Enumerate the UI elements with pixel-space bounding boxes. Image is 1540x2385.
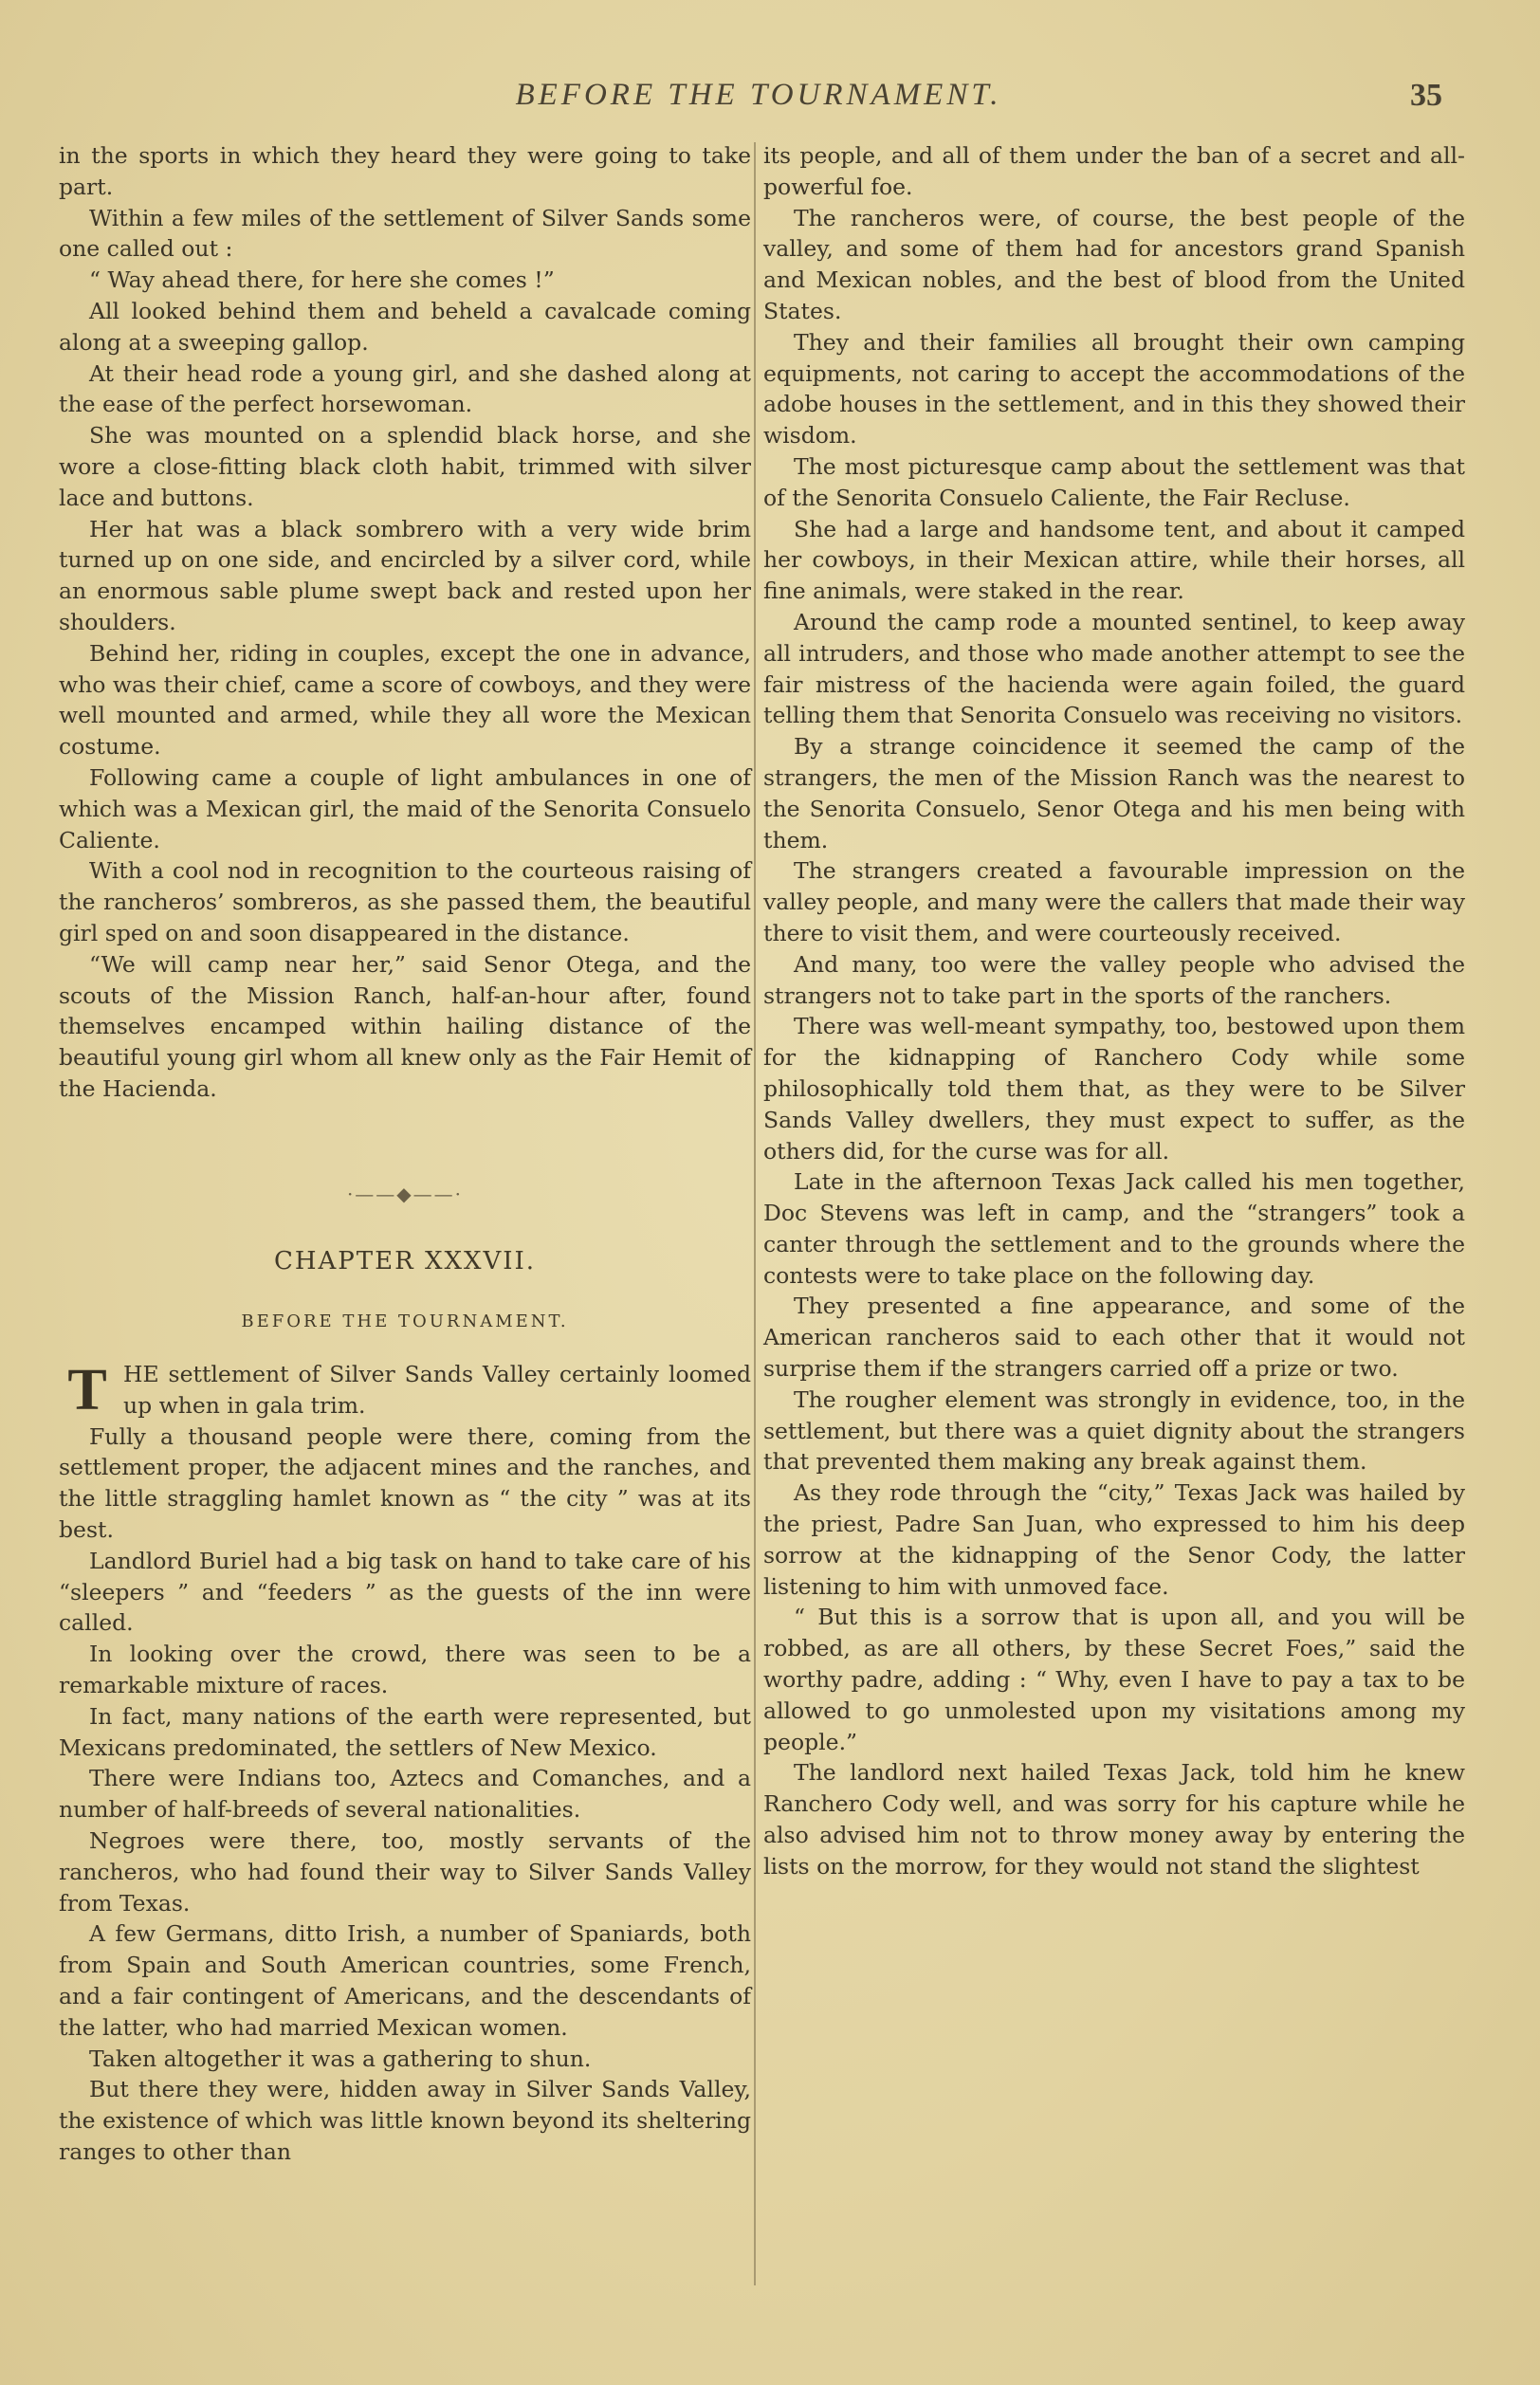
chapter-opening xyxy=(59,1359,751,1422)
column-divider xyxy=(754,142,756,2285)
paragraph: Around the camp rode a mounted sentinel, to keep away all intruders, and those who made another attempt to see the fair mistress of the hacienda were again foiled, the guard telling them that Senorita Consuelo was receiving no visitors. xyxy=(763,608,1465,729)
paragraph: With a cool nod in recognition to the courteous raising of the rancheros’ sombreros, as she passed them, the beautiful girl sped on and soon disappeared in the distance. xyxy=(59,857,751,946)
paragraph: And many, too were the valley people who advised the strangers not to take part in the sports of the ranchers. xyxy=(763,950,1465,1009)
paragraph: Taken altogether it was a gathering to shun. xyxy=(89,2045,592,2072)
paragraph: They and their families all brought their own camping equipments, not caring to accept the accommodations of the adobe houses in the settlement, and in this they showed their wisdom. xyxy=(763,328,1465,449)
paragraph: Landlord Buriel had a big task on hand to take care of his “sleepers ” and “feeders ” as the guests of the inn were called. xyxy=(59,1547,751,1637)
paragraph: Her hat was a black sombrero with a very wide brim turned up on one side, and encircled by a silver cord, while an enormous sable plume swept back and rested upon her shoulders. xyxy=(59,515,751,635)
paragraph: By a strange coincidence it seemed the camp of the strangers, the men of the Mission Ranch was the nearest to the Senorita Consuelo, Senor Otega and his men being with them. xyxy=(763,733,1465,853)
paragraph: “ Way ahead there, for here she comes !” xyxy=(89,266,555,294)
paragraph: In fact, many nations of the earth were represented, but Mexicans predominated, the settlers of New Mexico. xyxy=(59,1702,751,1761)
paragraph: She had a large and handsome tent, and about it camped her cowboys, in their Mexican attire, while their horses, all fine animals, were staked in the rear. xyxy=(763,515,1465,605)
page-number: 35 xyxy=(1410,78,1442,113)
drop-cap: T xyxy=(67,1358,107,1423)
paragraph: “We will camp near her,” said Senor Otega, and the scouts of the Mission Ranch, half-an-hour after, found themselves encamped within hailing distance of the beautiful young girl whom all knew only as the Fair Hemit of the Hacienda. xyxy=(59,950,751,1102)
running-title: BEFORE THE TOURNAMENT. xyxy=(515,78,1002,112)
paragraph: The strangers created a favourable impression on the valley people, and many were the callers that made their way there to visit them, and were courteously received. xyxy=(763,857,1465,946)
paragraph: Within a few miles of the settlement of Silver Sands some one called out : xyxy=(59,204,751,263)
right-column xyxy=(763,140,1465,1882)
paragraph: Fully a thousand people were there, coming from the settlement proper, the adjacent mines and the ranches, and the little straggling hamlet known as “ the city ” was at its best. xyxy=(59,1422,751,1544)
paragraph: The rancheros were, of course, the best people of the valley, and some of them had for ancestors grand Spanish and Mexican nobles, and the best of blood from the United States. xyxy=(763,204,1465,324)
paragraph: its people, and all of them under the ban of a secret and all-powerful foe. xyxy=(763,142,1465,200)
paragraph: In looking over the crowd, there was seen to be a remarkable mixture of races. xyxy=(59,1641,751,1699)
paragraph: As they rode through the “city,” Texas Jack was hailed by the priest, Padre San Juan, who expressed to him his deep sorrow at the kidnapping of the Senor Cody, the latter listening to him with unmoved face. xyxy=(763,1479,1465,1600)
paragraph: At their head rode a young girl, and she dashed along at the ease of the perfect horsewoman. xyxy=(59,359,751,418)
paragraph: “ But this is a sorrow that is upon all, and you will be robbed, as are all others, by these Secret Foes,” said the worthy padre, adding : “ Why, even I have to pay a tax to be allowed to go unmolested upon my visitations among my people.” xyxy=(763,1604,1465,1755)
paragraph: There were Indians too, Aztecs and Comanches, and a number of half-breeds of several nationalities. xyxy=(59,1765,751,1824)
paragraph: Negroes were there, too, mostly servants of the rancheros, who had found their way to Silver Sands Valley from Texas. xyxy=(59,1827,751,1917)
paragraph: in the sports in which they heard they were going to take part. xyxy=(59,142,751,200)
paragraph: All looked behind them and beheld a cavalcade coming along at a sweeping gallop. xyxy=(59,297,751,356)
paragraph: A few Germans, ditto Irish, a number of Spaniards, both from Spain and South American countries, some French, and a fair contingent of Americans, and the descendants of the latter, who had married Mexican women. xyxy=(59,1920,751,2041)
paragraph: But there they were, hidden away in Silver Sands Valley, the existence of which was little known beyond its sheltering ranges to other than xyxy=(59,2076,751,2166)
paragraph: Following came a couple of light ambulances in one of which was a Mexican girl, the maid of the Senorita Consuelo Caliente. xyxy=(59,763,751,853)
chapter-title: CHAPTER XXXVII. xyxy=(273,1246,537,1275)
section-ornament: ·——◆——· xyxy=(346,1182,464,1205)
paragraph: They presented a fine appearance, and some of the American rancheros said to each other that it would not surprise them if the strangers carried off a prize or two. xyxy=(763,1293,1465,1383)
paragraph: Behind her, riding in couples, except the one in advance, who was their chief, came a score of cowboys, and they were well mounted and armed, while they all wore the Mexican costume. xyxy=(59,639,751,761)
paragraph: The most picturesque camp about the settlement was that of the Senorita Consuelo Caliente, the Fair Recluse. xyxy=(763,452,1465,511)
paragraph: The rougher element was strongly in evidence, too, in the settlement, but there was a quiet dignity about the strangers that prevented them making any break against them. xyxy=(763,1385,1465,1476)
paragraph: There was well-meant sympathy, too, bestowed upon them for the kidnapping of Ranchero Cody while some philosophically told them that, as they were to be Silver Sands Valley dwellers, they must expect to suffer, as the others did, for the curse was for all. xyxy=(763,1013,1465,1165)
paragraph: She was mounted on a splendid black horse, and she wore a close-fitting black cloth habit, trimmed with silver lace and buttons. xyxy=(59,422,751,511)
chapter-subtitle: BEFORE THE TOURNAMENT. xyxy=(241,1312,569,1332)
page-header xyxy=(0,78,1540,125)
paragraph: The landlord next hailed Texas Jack, told him he knew Ranchero Cody well, and was sorry for his capture while he also advised him not to throw money away by entering the lists on the morrow, for they would not stand the slightest xyxy=(763,1759,1465,1880)
paragraph: Late in the afternoon Texas Jack called his men together, Doc Stevens was left in camp, and the “strangers” took a canter through the settlement and to the grounds where the contests were to take place on the following day. xyxy=(763,1168,1465,1289)
paragraph: HE settlement of Silver Sands Valley certainly loomed up when in gala trim. xyxy=(123,1361,751,1419)
left-column xyxy=(59,140,751,2168)
